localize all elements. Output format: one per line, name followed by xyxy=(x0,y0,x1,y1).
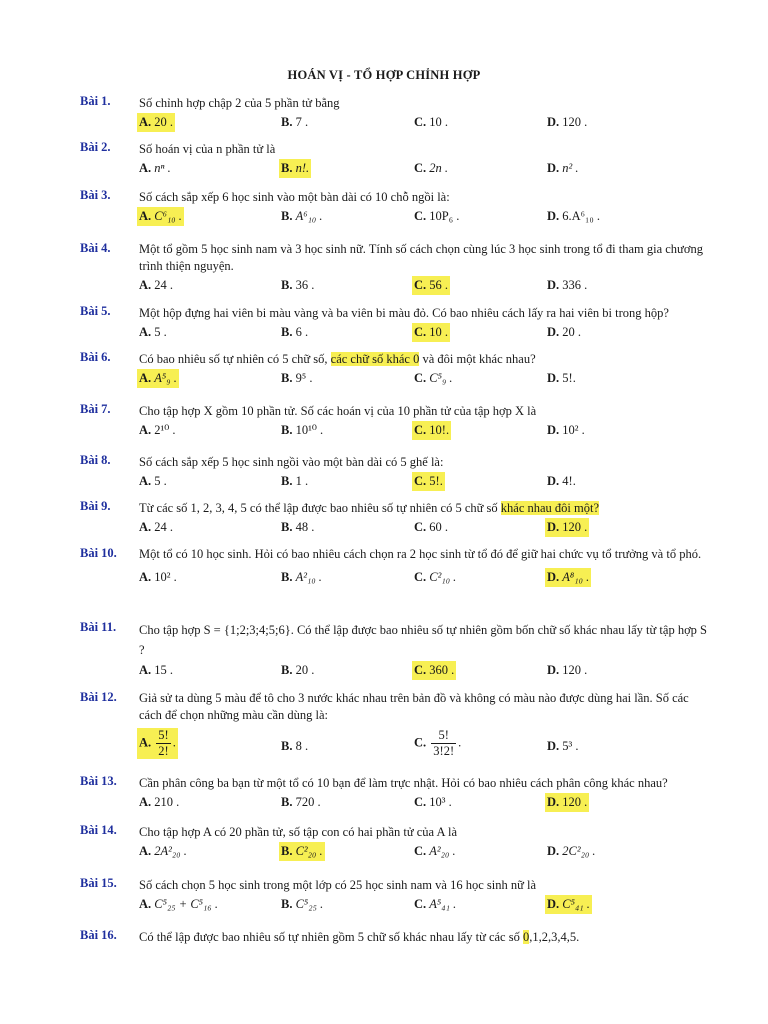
option-c: C. 10!. xyxy=(412,421,451,440)
options xyxy=(80,895,710,915)
question-text: Có bao nhiêu số tự nhiên có 5 chữ số, các chữ số khác 0 và đôi một khác nhau? xyxy=(139,352,536,366)
option-d: D. 5!. xyxy=(547,371,576,385)
option-b: B. 8 . xyxy=(281,739,309,753)
option-b: B. 7 . xyxy=(281,115,309,129)
options xyxy=(80,369,710,389)
question-text: Số cách sắp xếp 5 học sinh ngồi vào một bàn dài có 5 ghế là: xyxy=(139,455,444,469)
problem-label: Bài 4. xyxy=(80,241,111,255)
options xyxy=(80,568,710,588)
options xyxy=(80,113,710,133)
option-b: B. C²₂₀ . xyxy=(279,842,325,861)
problem-label: Bài 13. xyxy=(80,774,117,788)
option-a: A. C⁶₁₀ . xyxy=(137,207,184,226)
option-a: A. $\frac{5!}{2!}$ . xyxy=(139,728,176,758)
question-text: Cho tập hợp A có 20 phần tử, số tập con có hai phần tử của A là xyxy=(139,825,458,839)
question-text: Số chỉnh hợp chập 2 của 5 phần tử bằng xyxy=(139,96,340,110)
problem-10 xyxy=(80,546,710,588)
option-b: B. A⁶₁₀ . xyxy=(281,209,323,223)
options xyxy=(80,661,710,681)
problem-label: Bài 14. xyxy=(80,823,117,837)
option-c: C. 10 . xyxy=(412,323,450,342)
option-b: B. 9⁵ . xyxy=(281,371,313,385)
problem-label: Bài 2. xyxy=(80,140,111,154)
option-a: A. 210 . xyxy=(139,795,180,809)
question-text: Cần phân công ba bạn từ một tổ có 10 bạn để làm trực nhật. Hỏi có bao nhiêu cách phân công khác nhau? xyxy=(139,776,668,790)
option-a: A. 2¹⁰ . xyxy=(139,423,176,437)
page-title: HOÁN VỊ - TỔ HỢP CHỈNH HỢP xyxy=(287,68,481,82)
fraction: $\frac{5!}{2!}$ xyxy=(158,728,169,758)
problem-label: Bài 7. xyxy=(80,402,111,416)
question-text: Cho tập hợp S = {1;2;3;4;5;6}. Có thể lập được bao nhiêu số tự nhiên gồm bốn chữ số khác nhau lấy từ tập hợp S ? xyxy=(139,623,708,657)
options xyxy=(80,207,710,227)
option-c: C. $\frac{5!}{3!2!}$ . xyxy=(414,728,462,758)
option-b: B. A²₁₀ . xyxy=(281,570,322,584)
question-text: Một hộp đựng hai viên bi màu vàng và ba viên bi màu đỏ. Có bao nhiêu cách lấy ra hai viên bi trong hộp? xyxy=(139,306,669,320)
option-c: C. A⁵₄₁ . xyxy=(414,897,457,911)
question-text: Cho tập hợp X gồm 10 phần tử. Số các hoán vị của 10 phần tử của tập hợp X là xyxy=(139,404,537,418)
highlighted-phrase: 0 xyxy=(522,930,530,944)
problem-12 xyxy=(80,690,710,767)
option-c: C. 10P₆ . xyxy=(414,209,460,223)
option-d: D. 20 . xyxy=(547,325,582,339)
option-c: C. C²₁₀ . xyxy=(414,570,457,584)
question-text: Số cách sắp xếp 6 học sinh vào một bàn dài có 10 chỗ ngồi là: xyxy=(139,190,450,204)
options xyxy=(80,421,710,441)
options xyxy=(80,159,710,179)
option-a: A. nⁿ . xyxy=(139,161,171,175)
question-text: Số hoán vị của n phần tử là xyxy=(139,142,276,156)
option-c: C. 360 . xyxy=(412,661,456,680)
problem-label: Bài 11. xyxy=(80,620,117,634)
option-a: A. C⁵₂₅ + C⁵₁₆ . xyxy=(139,897,218,911)
problem-14 xyxy=(80,823,710,862)
option-c: C. 5!. xyxy=(412,472,445,491)
question-text: Có thể lập được bao nhiêu số tự nhiên gồm 5 chữ số khác nhau lấy từ các số 0,1,2,3,4,5. xyxy=(139,930,580,944)
option-c: C. 10 . xyxy=(414,115,449,129)
option-d: D. 6.A⁶₁₀ . xyxy=(547,209,601,223)
option-a: A. 10² . xyxy=(139,570,177,584)
problem-label: Bài 16. xyxy=(80,928,117,942)
option-d: D. 120 . xyxy=(547,663,588,677)
problem-1 xyxy=(80,94,710,133)
option-a: A. A⁵₉ . xyxy=(137,369,179,388)
options xyxy=(80,842,710,862)
option-b: B. 20 . xyxy=(281,663,315,677)
problem-9 xyxy=(80,499,710,538)
option-d: D. 5³ . xyxy=(547,739,579,753)
option-d: D. 120 . xyxy=(547,115,588,129)
option-a: A. 15 . xyxy=(139,663,174,677)
option-b: B. 48 . xyxy=(281,520,315,534)
problem-label: Bài 9. xyxy=(80,499,111,513)
problem-11 xyxy=(80,620,710,681)
problem-5 xyxy=(80,304,710,343)
option-c: C. 56 . xyxy=(412,276,450,295)
problem-13 xyxy=(80,774,710,813)
option-b: B. n!. xyxy=(279,159,311,178)
problem-15 xyxy=(80,876,710,915)
option-b: B. 10¹⁰ . xyxy=(281,423,324,437)
options xyxy=(80,472,710,492)
option-a: A. 5 . xyxy=(139,474,167,488)
question-text: Giả sử ta dùng 5 màu để tô cho 3 nước khác nhau trên bản đồ và không có màu nào được dùng hai lần. Số các cách để chọn những màu cần dùng là: xyxy=(139,691,689,722)
option-c: C. 2n . xyxy=(414,161,449,175)
option-b: B. 6 . xyxy=(281,325,309,339)
option-d: D. 336 . xyxy=(547,278,588,292)
problem-label: Bài 10. xyxy=(80,546,117,560)
problem-7 xyxy=(80,402,710,441)
question-text: Một tổ gồm 5 học sinh nam và 3 học sinh nữ. Tính số cách chọn cùng lúc 3 học sinh trong tổ đi tham gia chương trình thiện nguyện. xyxy=(139,242,703,273)
option-d: D. 10² . xyxy=(547,423,585,437)
option-a: A. 2A²₂₀ . xyxy=(139,844,187,858)
option-d: D. A⁸₁₀ . xyxy=(545,568,591,587)
problem-label: Bài 12. xyxy=(80,690,117,704)
option-d: D. C⁵₄₁ . xyxy=(545,895,592,914)
option-c: C. 60 . xyxy=(414,520,449,534)
option-b: B. 1 . xyxy=(281,474,309,488)
problem-2 xyxy=(80,140,710,179)
option-b: B. C⁵₂₅ . xyxy=(281,897,324,911)
highlighted-phrase: các chữ số khác 0 xyxy=(330,352,420,366)
problem-16 xyxy=(80,928,710,946)
problem-label: Bài 8. xyxy=(80,453,111,467)
option-b: B. 36 . xyxy=(281,278,315,292)
options xyxy=(80,518,710,538)
option-a: A. 24 . xyxy=(139,278,174,292)
problem-8 xyxy=(80,453,710,492)
highlighted-phrase: khác nhau đôi một? xyxy=(500,501,600,515)
problem-label: Bài 6. xyxy=(80,350,111,364)
option-c: C. C⁵₉ . xyxy=(414,371,453,385)
option-c: C. 10³ . xyxy=(414,795,452,809)
options xyxy=(80,323,710,343)
option-d: D. 120 . xyxy=(545,518,589,537)
problem-label: Bài 3. xyxy=(80,188,111,202)
option-a: A. 5 . xyxy=(139,325,167,339)
fraction: $\frac{5!}{3!2!}$ xyxy=(433,728,455,758)
question-text: Từ các số 1, 2, 3, 4, 5 có thể lập được bao nhiêu số tự nhiên có 5 chữ số khác nhau đôi một? xyxy=(139,501,600,515)
problem-label: Bài 1. xyxy=(80,94,111,108)
options xyxy=(80,793,710,813)
option-c: C. A²₂₀ . xyxy=(414,844,456,858)
option-d: D. 120 . xyxy=(545,793,589,812)
option-d: D. n² . xyxy=(547,161,579,175)
options xyxy=(80,276,710,296)
question-text: Số cách chọn 5 học sinh trong một lớp có 25 học sinh nam và 16 học sinh nữ là xyxy=(139,878,537,892)
option-b: B. 720 . xyxy=(281,795,321,809)
option-d: D. 4!. xyxy=(547,474,576,488)
option-a: A. 24 . xyxy=(139,520,174,534)
option-a: A. 20 . xyxy=(137,113,175,132)
problem-4 xyxy=(80,241,710,296)
problem-6 xyxy=(80,350,710,389)
problem-label: Bài 5. xyxy=(80,304,111,318)
option-d: D. 2C²₂₀ . xyxy=(547,844,596,858)
options xyxy=(80,727,710,767)
question-text: Một tổ có 10 học sinh. Hỏi có bao nhiêu cách chọn ra 2 học sinh từ tổ đó để giữ hai chức vụ tổ trưởng và tổ phó. xyxy=(139,547,702,561)
problem-3 xyxy=(80,188,710,227)
problem-label: Bài 15. xyxy=(80,876,117,890)
